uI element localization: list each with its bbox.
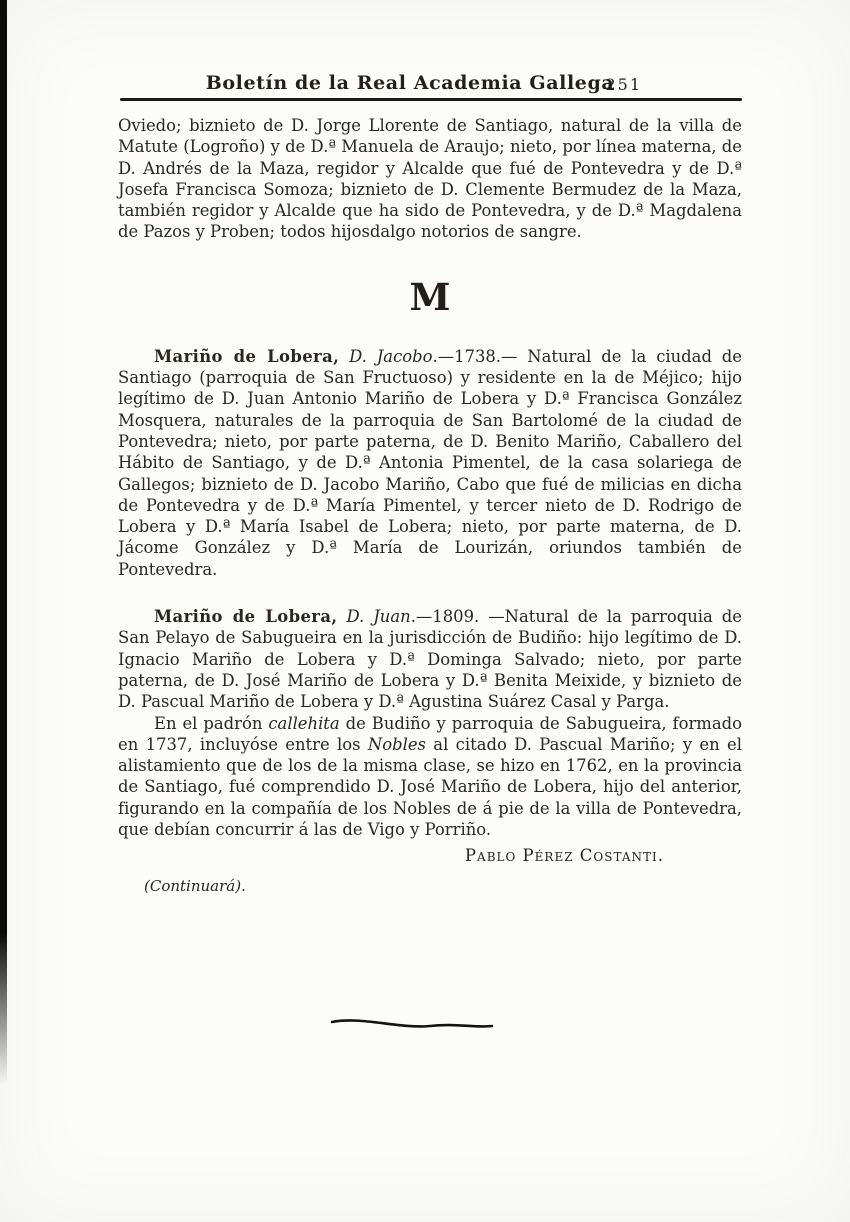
text-block	[118, 115, 742, 897]
padron-text: En el padrón	[154, 713, 269, 733]
entry-marino-de-lobera-juan	[118, 606, 742, 712]
continuation-paragraph: Oviedo; biznieto de D. Jorge Llorente de Santiago, natural de la villa de Matute (Logroño) y de D.ª Manuela de Araujo; nieto, por línea materna, de D. Andrés de la Maza, regidor y Alcalde que fué de Pontevedra y de D.ª Josefa Francisca Somoza; biznieto de D. Clemente Bermudez de la Maza, también regidor y Alcalde que ha sido de Pontevedra, y de D.ª Magdalena de Pazos y Proben; todos hijosdalgo notorios de sangre.	[118, 116, 742, 242]
page-number: 251	[605, 75, 642, 94]
entry-dates: .—1738.—	[432, 346, 518, 366]
author-signature: Pablo Pérez Costanti.	[464, 846, 664, 866]
padron-italic-callehita: callehita	[268, 713, 340, 733]
entry-body-text: Natural de la parroquia de San Pelayo de Sabugueira en la jurisdicción de Budiño: hijo legítimo de D. Ignacio Mariño de Lobera y D.ª Dominga Salvado; nieto, por parte paterna, de D. José Mariño de Lobera y D.ª Benita Meixide, y biznieto de D. Pascual Mariño de Lobera y D.ª Agustina Suárez Casal y Parga.	[118, 607, 742, 712]
entry-person: D. Juan	[337, 607, 411, 627]
padron-paragraph	[118, 713, 742, 841]
entry-name: Mariño de Lobera,	[154, 346, 340, 366]
entry-person: D. Jacobo	[339, 346, 433, 366]
entry-name: Mariño de Lobera,	[154, 607, 338, 627]
padron-italic-nobles: Nobles	[367, 734, 426, 754]
padron-text: de Budiño y parroquia de Sabugueira, formado en 1737, incluyóse entre los	[118, 713, 742, 754]
end-rule-flourish	[330, 1014, 494, 1036]
continuation-note: (Continuará).	[144, 876, 246, 895]
section-letter-m: M	[409, 274, 451, 319]
padron-text: al citado D. Pascual Mariño; y en el alistamiento que de los de la misma clase, se hizo en 1762, en la provincia de Santiago, fué comprendido D. José Mariño de Lobera, hijo del anterior, figurando en la compañía de los Nobles de á pie de la villa de Pontevedra, que debían concurrir á las de Vigo y Porriño.	[118, 734, 742, 840]
page-header	[118, 72, 742, 98]
binding-edge-shadow	[0, 0, 7, 1085]
entry-body-text: Natural de la ciudad de Santiago (parroquia de San Fructuoso) y residente en la de Méjico; hijo legítimo de D. Juan Antonio Mariño de Lobera y D.ª Francisca González Mosquera, naturales de la parroquia de San Bartolomé de la ciudad de Pontevedra; nieto, por parte paterna, de D. Benito Mariño, Caballero del Hábito de Santiago, y de D.ª Antonia Pimentel, de la casa solariega de Gallegos; biznieto de D. Jacobo Mariño, Cabo que fué de milicias en dicha de Pontevedra y de D.ª María Pimentel, y tercer nieto de D. Rodrigo de Lobera y D.ª María Isabel de Lobera; nieto, por parte materna, de D. Jácome González y D.ª María de Lourizán, oriundos también de Pontevedra.	[118, 346, 742, 579]
journal-title: Boletín de la Real Academia Gallega	[205, 72, 615, 94]
header-rule	[120, 98, 742, 101]
entry-marino-de-lobera-jacobo	[118, 346, 742, 580]
entry-dates: .—1809. —	[410, 607, 505, 627]
